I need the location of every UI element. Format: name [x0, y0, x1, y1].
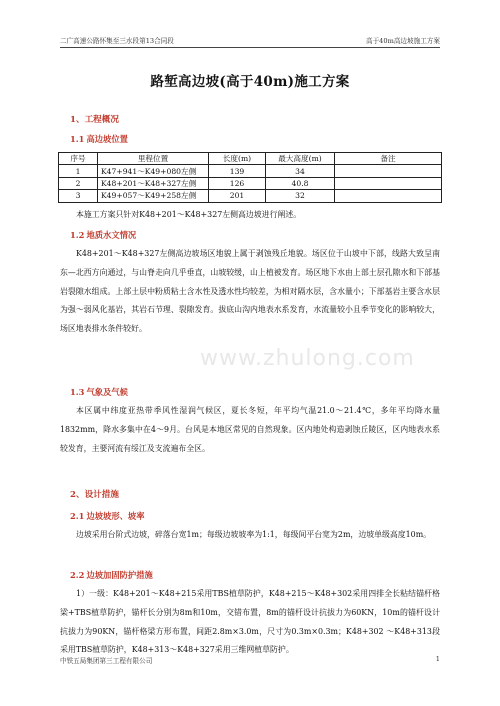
table-cell: [335, 190, 442, 202]
section-1-1-number: 1.1: [70, 134, 85, 144]
reinforcement-paragraph: [60, 585, 440, 655]
table-row: [59, 177, 442, 189]
section-1-3-heading: [70, 386, 128, 398]
header-project-name: 二广高速公路怀集至三水段第13合同段: [60, 37, 174, 45]
header-document-name: 高于40m高边坡施工方案: [366, 37, 440, 45]
footer-company-name: 中铁五局集团第三工程有限公司: [60, 657, 153, 665]
document-title: 路堑高边坡(高于40m)施工方案: [150, 74, 350, 90]
table-row: [59, 165, 442, 177]
geology-text: K48+201～K48+327左侧高边坡场区地貌上属于剥蚀残丘地貌。场区位于山坡中下部，线路大致呈南东—北西方向通过，与山脊走向几乎垂直，山坡较缓，山上植被发育。场区地下水由上部土层孔隙水和下部基岩裂隙水组成。上部土层中粉质粘土含水性及透水性均较差，为相对隔水层，含水量小；下部基岩主要含水层为强～弱风化基岩，其岩石节理、裂隙发育。拔底山沟内地表水系发育，水流量较小且季节变化的影响较大，场区地表排水条件较好。: [60, 249, 440, 334]
watermark: www.zhulong.com: [200, 346, 415, 371]
slope-form-paragraph: [60, 526, 440, 545]
table-row: [59, 190, 442, 202]
slope-location-table: [58, 152, 442, 203]
table-cell: 126: [209, 177, 266, 189]
table-cell: K47+941～K49+080左侧: [98, 165, 209, 177]
page-header: [60, 33, 440, 48]
table-header-cell: 长度(m): [209, 153, 266, 165]
table-cell: [335, 177, 442, 189]
climate-text: 本区属中纬度亚热带季风性湿润气候区，夏长冬短，年平均气温21.0～21.4℃，多年平均降水量1832mm，降水多集中在4～9月。台风是本地区常见的自然现象。区内地处构造剥蚀丘陵区，区内地表水系较发育，主要河流有绥江及支流遍布全区。: [60, 406, 440, 453]
table-cell: 139: [209, 165, 266, 177]
section-1-heading: 1、工程概况: [70, 115, 119, 125]
climate-paragraph: [60, 402, 440, 458]
section-1-3-title: 气象及气候: [86, 387, 128, 397]
section-1-3-number: 1.3: [70, 387, 85, 397]
table-cell: K49+057～K49+258左侧: [98, 190, 209, 202]
table-header-cell: 备注: [335, 153, 442, 165]
table-header-row: [59, 153, 442, 165]
table-cell: [335, 165, 442, 177]
section-1-1-heading: [70, 133, 128, 145]
section-1-2-heading: [70, 229, 136, 241]
table-cell: 40.8: [266, 177, 335, 189]
table-cell: 1: [59, 165, 98, 177]
table-header-cell: 里程位置: [98, 153, 209, 165]
table-header-cell: 最大高度(m): [266, 153, 335, 165]
table-cell: K48+201～K48+327左侧: [98, 177, 209, 189]
section-1-2-number: 1.2: [70, 230, 85, 240]
slope-form-text: 边坡采用台阶式边坡，碎落台宽1m；每级边坡坡率为1:1，每级间平台宽为2m，边坡单级高度10m。: [76, 530, 432, 539]
section-2-2-title: 边坡加固防护措施: [86, 570, 153, 580]
table-cell: 2: [59, 177, 98, 189]
geology-paragraph: [60, 245, 440, 339]
reinforcement-text: 1）一级：K48+201～K48+215采用TBS植草防护，K48+215～K48+302采用四排全长粘结锚杆格梁+TBS植草防护，锚杆长分别为8m和10m，交错布置，8m的锚杆设计抗拔力为60KN，10m的锚杆设计抗拔力为90KN，锚杆格梁方形布置，间距2.8m×3.0m，尺寸为0.3m×0.3m；K48+302 ～K48+313段采用TBS植草防护，K48+313～K48+327采用三维网植草防护。: [60, 589, 440, 655]
table-cell: 34: [266, 165, 335, 177]
table-cell: 201: [209, 190, 266, 202]
section-2-heading: 2、设计措施: [70, 490, 119, 500]
scope-note: 本施工方案只针对K48+201～K48+327左侧高边坡进行阐述。: [76, 210, 302, 219]
page-number: 1: [435, 655, 440, 663]
section-1-1-title: 高边坡位置: [86, 134, 128, 144]
table-header-cell: 序号: [59, 153, 98, 165]
table-cell: 32: [266, 190, 335, 202]
section-2-2-number: 2.2: [70, 570, 85, 580]
section-2-1-title: 边坡坡形、坡率: [86, 511, 145, 521]
section-2-1-number: 2.1: [70, 511, 85, 521]
section-2-1-heading: [70, 510, 145, 522]
table-cell: 3: [59, 190, 98, 202]
section-1-2-title: 地质水文情况: [86, 230, 137, 240]
section-2-2-heading: [70, 569, 153, 581]
